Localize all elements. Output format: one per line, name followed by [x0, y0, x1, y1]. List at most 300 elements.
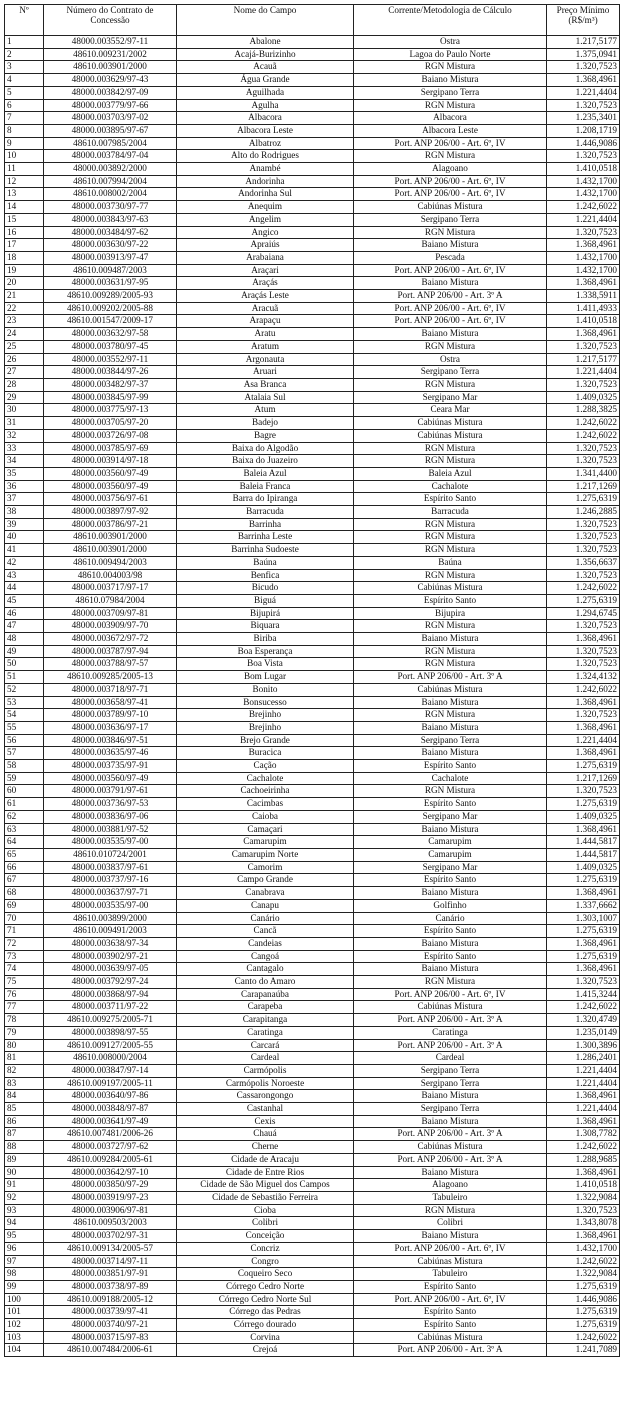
- table-row: [5, 658, 620, 671]
- contract-number-cell: 48610.001547/2009-17: [44, 315, 177, 328]
- table-row: [5, 874, 620, 887]
- field-name-cell: Congro: [177, 1255, 354, 1268]
- row-number-cell: 76: [5, 988, 44, 1001]
- header-contract: Número do Contrato de Concessão: [44, 5, 177, 36]
- stream-method-cell: RGN Mistura: [354, 99, 547, 112]
- min-price-cell: 1.320,7523: [547, 645, 620, 658]
- stream-method-cell: Sergipano Terra: [354, 366, 547, 379]
- contract-number-cell: 48000.003914/97-18: [44, 455, 177, 468]
- stream-method-cell: Bijupira: [354, 607, 547, 620]
- field-name-cell: Aguilhada: [177, 86, 354, 99]
- stream-method-cell: Cabiúnas Mistura: [354, 1001, 547, 1014]
- contract-number-cell: 48000.003630/97-22: [44, 239, 177, 252]
- contract-number-cell: 48000.003711/97-22: [44, 1001, 177, 1014]
- row-number-cell: 51: [5, 671, 44, 684]
- contract-number-cell: 48000.003897/97-92: [44, 506, 177, 519]
- stream-method-cell: Camarupim: [354, 849, 547, 862]
- stream-method-cell: Espírito Santo: [354, 925, 547, 938]
- min-price-cell: 1.343,8078: [547, 1217, 620, 1230]
- row-number-cell: 88: [5, 1141, 44, 1154]
- table-row: [5, 1319, 620, 1332]
- field-name-cell: Cidade de Aracaju: [177, 1153, 354, 1166]
- contract-number-cell: 48000.003847/97-14: [44, 1064, 177, 1077]
- row-number-cell: 96: [5, 1242, 44, 1255]
- contract-number-cell: 48610.003901/2000: [44, 61, 177, 74]
- min-price-cell: 1.375,0941: [547, 48, 620, 61]
- table-row: [5, 150, 620, 163]
- contract-number-cell: 48000.003906/97-81: [44, 1204, 177, 1217]
- contract-number-cell: 48000.003919/97-23: [44, 1191, 177, 1204]
- field-name-cell: Bonito: [177, 683, 354, 696]
- table-row: [5, 925, 620, 938]
- row-number-cell: 73: [5, 950, 44, 963]
- stream-method-cell: Sergipano Terra: [354, 213, 547, 226]
- stream-method-cell: Baiano Mistura: [354, 823, 547, 836]
- min-price-cell: 1.275,6319: [547, 1306, 620, 1319]
- stream-method-cell: Port. ANP 206/00 - Art. 6º, IV: [354, 188, 547, 201]
- table-row: [5, 1077, 620, 1090]
- row-number-cell: 2: [5, 48, 44, 61]
- min-price-cell: 1.368,4961: [547, 277, 620, 290]
- min-price-cell: 1.320,7523: [547, 620, 620, 633]
- row-number-cell: 84: [5, 1090, 44, 1103]
- contract-number-cell: 48000.003843/97-63: [44, 213, 177, 226]
- min-price-cell: 1.320,7523: [547, 226, 620, 239]
- row-number-cell: 33: [5, 442, 44, 455]
- stream-method-cell: Espírito Santo: [354, 950, 547, 963]
- stream-method-cell: Barracuda: [354, 506, 547, 519]
- min-price-cell: 1.246,2885: [547, 506, 620, 519]
- contract-number-cell: 48610.003901/2000: [44, 531, 177, 544]
- table-row: [5, 823, 620, 836]
- min-price-cell: 1.368,4961: [547, 1230, 620, 1243]
- row-number-cell: 65: [5, 849, 44, 862]
- field-name-cell: Cacimbas: [177, 798, 354, 811]
- table-row: [5, 302, 620, 315]
- table-row: [5, 772, 620, 785]
- field-name-cell: Barrinha: [177, 518, 354, 531]
- row-number-cell: 71: [5, 925, 44, 938]
- table-row: [5, 36, 620, 49]
- field-name-cell: Aracuã: [177, 302, 354, 315]
- stream-method-cell: Port. ANP 206/00 - Art. 6º, IV: [354, 988, 547, 1001]
- price-table: [4, 4, 620, 1357]
- min-price-cell: 1.221,4404: [547, 1103, 620, 1116]
- row-number-cell: 8: [5, 124, 44, 137]
- row-number-cell: 36: [5, 480, 44, 493]
- field-name-cell: Córrego das Pedras: [177, 1306, 354, 1319]
- table-row: [5, 467, 620, 480]
- field-name-cell: Cidade de São Miguel dos Campos: [177, 1179, 354, 1192]
- min-price-cell: 1.415,3244: [547, 988, 620, 1001]
- stream-method-cell: Baleia Azul: [354, 467, 547, 480]
- table-row: [5, 1204, 620, 1217]
- min-price-cell: 1.275,6319: [547, 950, 620, 963]
- field-name-cell: Aratu: [177, 328, 354, 341]
- field-name-cell: Colibri: [177, 1217, 354, 1230]
- stream-method-cell: Espírito Santo: [354, 1280, 547, 1293]
- table-row: [5, 340, 620, 353]
- min-price-cell: 1.446,9086: [547, 137, 620, 150]
- min-price-cell: 1.411,4933: [547, 302, 620, 315]
- contract-number-cell: 48000.003850/97-29: [44, 1179, 177, 1192]
- table-row: [5, 1090, 620, 1103]
- stream-method-cell: Pescada: [354, 251, 547, 264]
- stream-method-cell: Port. ANP 206/00 - Art. 6º, IV: [354, 1242, 547, 1255]
- contract-number-cell: 48000.003640/97-86: [44, 1090, 177, 1103]
- row-number-cell: 48: [5, 633, 44, 646]
- table-row: [5, 887, 620, 900]
- table-row: [5, 582, 620, 595]
- contract-number-cell: 48000.003484/97-62: [44, 226, 177, 239]
- contract-number-cell: 48000.003552/97-11: [44, 353, 177, 366]
- min-price-cell: 1.308,7782: [547, 1128, 620, 1141]
- stream-method-cell: RGN Mistura: [354, 378, 547, 391]
- field-name-cell: Albacora Leste: [177, 124, 354, 137]
- field-name-cell: Baleia Azul: [177, 467, 354, 480]
- field-name-cell: Conceição: [177, 1230, 354, 1243]
- row-number-cell: 27: [5, 366, 44, 379]
- min-price-cell: 1.242,6022: [547, 1255, 620, 1268]
- field-name-cell: Cardeal: [177, 1052, 354, 1065]
- field-name-cell: Baixa do Juazeiro: [177, 455, 354, 468]
- contract-number-cell: 48610.009134/2005-57: [44, 1242, 177, 1255]
- field-name-cell: Angelim: [177, 213, 354, 226]
- contract-number-cell: 48610.009284/2005-61: [44, 1153, 177, 1166]
- table-row: [5, 899, 620, 912]
- min-price-cell: 1.303,1007: [547, 912, 620, 925]
- contract-number-cell: 48000.003717/97-17: [44, 582, 177, 595]
- table-row: [5, 74, 620, 87]
- row-number-cell: 46: [5, 607, 44, 620]
- table-row: [5, 836, 620, 849]
- stream-method-cell: Baiano Mistura: [354, 696, 547, 709]
- table-row: [5, 912, 620, 925]
- table-row: [5, 1115, 620, 1128]
- min-price-cell: 1.368,4961: [547, 239, 620, 252]
- stream-method-cell: Alagoano: [354, 163, 547, 176]
- field-name-cell: Carapitanga: [177, 1014, 354, 1027]
- table-row: [5, 112, 620, 125]
- min-price-cell: 1.320,7523: [547, 785, 620, 798]
- row-number-cell: 80: [5, 1039, 44, 1052]
- field-name-cell: Cidade de Entre Rios: [177, 1166, 354, 1179]
- stream-method-cell: Baiano Mistura: [354, 74, 547, 87]
- stream-method-cell: RGN Mistura: [354, 620, 547, 633]
- field-name-cell: Atalaia Sul: [177, 391, 354, 404]
- row-number-cell: 9: [5, 137, 44, 150]
- min-price-cell: 1.275,6319: [547, 925, 620, 938]
- table-row: [5, 950, 620, 963]
- table-row: [5, 810, 620, 823]
- field-name-cell: Bagre: [177, 429, 354, 442]
- table-row: [5, 1153, 620, 1166]
- contract-number-cell: 48000.003632/97-58: [44, 328, 177, 341]
- row-number-cell: 35: [5, 467, 44, 480]
- field-name-cell: Coqueiro Seco: [177, 1268, 354, 1281]
- stream-method-cell: RGN Mistura: [354, 455, 547, 468]
- min-price-cell: 1.221,4404: [547, 734, 620, 747]
- field-name-cell: Cherne: [177, 1141, 354, 1154]
- row-number-cell: 98: [5, 1268, 44, 1281]
- table-row: [5, 264, 620, 277]
- contract-number-cell: 48000.003844/97-26: [44, 366, 177, 379]
- contract-number-cell: 48000.003637/97-71: [44, 887, 177, 900]
- contract-number-cell: 48000.003845/97-99: [44, 391, 177, 404]
- contract-number-cell: 48000.003629/97-43: [44, 74, 177, 87]
- row-number-cell: 3: [5, 61, 44, 74]
- min-price-cell: 1.242,6022: [547, 201, 620, 214]
- contract-number-cell: 48610.007481/2006-26: [44, 1128, 177, 1141]
- field-name-cell: Arapaçu: [177, 315, 354, 328]
- contract-number-cell: 48000.003780/97-45: [44, 340, 177, 353]
- row-number-cell: 89: [5, 1153, 44, 1166]
- field-name-cell: Boa Esperança: [177, 645, 354, 658]
- contract-number-cell: 48000.003638/97-34: [44, 937, 177, 950]
- contract-number-cell: 48610.009491/2003: [44, 925, 177, 938]
- field-name-cell: Cancã: [177, 925, 354, 938]
- table-row: [5, 976, 620, 989]
- table-body: [5, 36, 620, 1357]
- contract-number-cell: 48610.009275/2005-71: [44, 1014, 177, 1027]
- stream-method-cell: Port. ANP 206/00 - Art. 6º, IV: [354, 315, 547, 328]
- min-price-cell: 1.275,6319: [547, 1319, 620, 1332]
- min-price-cell: 1.410,0518: [547, 315, 620, 328]
- field-name-cell: Anequim: [177, 201, 354, 214]
- min-price-cell: 1.409,0325: [547, 391, 620, 404]
- table-row: [5, 734, 620, 747]
- row-number-cell: 57: [5, 747, 44, 760]
- stream-method-cell: Tabuleiro: [354, 1268, 547, 1281]
- row-number-cell: 69: [5, 899, 44, 912]
- field-name-cell: Andorinha Sul: [177, 188, 354, 201]
- contract-number-cell: 48000.003792/97-24: [44, 976, 177, 989]
- table-row: [5, 493, 620, 506]
- stream-method-cell: Sergipano Terra: [354, 1064, 547, 1077]
- stream-method-cell: RGN Mistura: [354, 442, 547, 455]
- stream-method-cell: RGN Mistura: [354, 150, 547, 163]
- row-number-cell: 101: [5, 1306, 44, 1319]
- stream-method-cell: Sergipano Terra: [354, 1077, 547, 1090]
- stream-method-cell: Port. ANP 206/00 - Art. 6º, IV: [354, 1293, 547, 1306]
- contract-number-cell: 48610.009197/2005-11: [44, 1077, 177, 1090]
- row-number-cell: 22: [5, 302, 44, 315]
- stream-method-cell: Baiano Mistura: [354, 1166, 547, 1179]
- row-number-cell: 55: [5, 721, 44, 734]
- contract-number-cell: 48000.003535/97-00: [44, 899, 177, 912]
- min-price-cell: 1.208,1719: [547, 124, 620, 137]
- field-name-cell: Córrego Cedro Norte: [177, 1280, 354, 1293]
- field-name-cell: Baúna: [177, 556, 354, 569]
- stream-method-cell: Albacora Leste: [354, 124, 547, 137]
- contract-number-cell: 48000.003736/97-53: [44, 798, 177, 811]
- stream-method-cell: Port. ANP 206/00 - Art. 3º A: [354, 671, 547, 684]
- row-number-cell: 77: [5, 1001, 44, 1014]
- row-number-cell: 92: [5, 1191, 44, 1204]
- row-number-cell: 78: [5, 1014, 44, 1027]
- table-row: [5, 696, 620, 709]
- row-number-cell: 85: [5, 1103, 44, 1116]
- stream-method-cell: Cabiúnas Mistura: [354, 1141, 547, 1154]
- field-name-cell: Aratum: [177, 340, 354, 353]
- min-price-cell: 1.368,4961: [547, 963, 620, 976]
- field-name-cell: Boa Vista: [177, 658, 354, 671]
- min-price-cell: 1.217,5177: [547, 36, 620, 49]
- contract-number-cell: 48610.009289/2005-93: [44, 290, 177, 303]
- stream-method-cell: Lagoa do Paulo Norte: [354, 48, 547, 61]
- contract-number-cell: 48000.003560/97-49: [44, 480, 177, 493]
- min-price-cell: 1.338,5911: [547, 290, 620, 303]
- min-price-cell: 1.241,7089: [547, 1344, 620, 1357]
- contract-number-cell: 48000.003788/97-57: [44, 658, 177, 671]
- stream-method-cell: Baiano Mistura: [354, 239, 547, 252]
- row-number-cell: 50: [5, 658, 44, 671]
- row-number-cell: 53: [5, 696, 44, 709]
- table-row: [5, 988, 620, 1001]
- min-price-cell: 1.275,6319: [547, 1280, 620, 1293]
- row-number-cell: 1: [5, 36, 44, 49]
- min-price-cell: 1.242,6022: [547, 683, 620, 696]
- table-row: [5, 315, 620, 328]
- table-row: [5, 709, 620, 722]
- contract-number-cell: 48000.003641/97-49: [44, 1115, 177, 1128]
- row-number-cell: 37: [5, 493, 44, 506]
- table-row: [5, 99, 620, 112]
- row-number-cell: 87: [5, 1128, 44, 1141]
- min-price-cell: 1.368,4961: [547, 328, 620, 341]
- row-number-cell: 24: [5, 328, 44, 341]
- contract-number-cell: 48000.003726/97-08: [44, 429, 177, 442]
- field-name-cell: Bijupirá: [177, 607, 354, 620]
- field-name-cell: Acauã: [177, 61, 354, 74]
- stream-method-cell: Baiano Mistura: [354, 277, 547, 290]
- min-price-cell: 1.337,6662: [547, 899, 620, 912]
- row-number-cell: 13: [5, 188, 44, 201]
- stream-method-cell: Sergipano Mar: [354, 391, 547, 404]
- min-price-cell: 1.221,4404: [547, 86, 620, 99]
- min-price-cell: 1.322,9084: [547, 1191, 620, 1204]
- table-row: [5, 163, 620, 176]
- stream-method-cell: Albacora: [354, 112, 547, 125]
- row-number-cell: 91: [5, 1179, 44, 1192]
- header-number: Nº: [5, 5, 44, 36]
- stream-method-cell: Ostra: [354, 36, 547, 49]
- stream-method-cell: Cabiúnas Mistura: [354, 1255, 547, 1268]
- min-price-cell: 1.368,4961: [547, 1166, 620, 1179]
- stream-method-cell: Espírito Santo: [354, 1306, 547, 1319]
- contract-number-cell: 48000.003787/97-94: [44, 645, 177, 658]
- field-name-cell: Arabaiana: [177, 251, 354, 264]
- stream-method-cell: RGN Mistura: [354, 709, 547, 722]
- row-number-cell: 95: [5, 1230, 44, 1243]
- table-row: [5, 1255, 620, 1268]
- field-name-cell: Camarupim: [177, 836, 354, 849]
- min-price-cell: 1.320,7523: [547, 455, 620, 468]
- stream-method-cell: Cabiúnas Mistura: [354, 201, 547, 214]
- min-price-cell: 1.221,4404: [547, 1064, 620, 1077]
- contract-number-cell: 48000.003779/97-66: [44, 99, 177, 112]
- row-number-cell: 6: [5, 99, 44, 112]
- contract-number-cell: 48610.008000/2004: [44, 1052, 177, 1065]
- table-row: [5, 61, 620, 74]
- min-price-cell: 1.410,0518: [547, 163, 620, 176]
- row-number-cell: 7: [5, 112, 44, 125]
- min-price-cell: 1.221,4404: [547, 213, 620, 226]
- table-row: [5, 480, 620, 493]
- row-number-cell: 74: [5, 963, 44, 976]
- contract-number-cell: 48000.003642/97-10: [44, 1166, 177, 1179]
- table-row: [5, 455, 620, 468]
- table-row: [5, 1280, 620, 1293]
- field-name-cell: Andorinha: [177, 175, 354, 188]
- contract-number-cell: 48610.010724/2001: [44, 849, 177, 862]
- table-row: [5, 963, 620, 976]
- table-row: [5, 391, 620, 404]
- field-name-cell: Campo Grande: [177, 874, 354, 887]
- table-row: [5, 378, 620, 391]
- min-price-cell: 1.368,4961: [547, 721, 620, 734]
- field-name-cell: Benfica: [177, 569, 354, 582]
- field-name-cell: Canto do Amaro: [177, 976, 354, 989]
- min-price-cell: 1.242,6022: [547, 1331, 620, 1344]
- table-row: [5, 556, 620, 569]
- field-name-cell: Cangoá: [177, 950, 354, 963]
- field-name-cell: Aruari: [177, 366, 354, 379]
- contract-number-cell: 48000.003705/97-20: [44, 417, 177, 430]
- min-price-cell: 1.242,6022: [547, 417, 620, 430]
- min-price-cell: 1.221,4404: [547, 1077, 620, 1090]
- row-number-cell: 23: [5, 315, 44, 328]
- contract-number-cell: 48000.003740/97-21: [44, 1319, 177, 1332]
- min-price-cell: 1.368,4961: [547, 696, 620, 709]
- row-number-cell: 18: [5, 251, 44, 264]
- contract-number-cell: 48000.003560/97-49: [44, 467, 177, 480]
- contract-number-cell: 48000.003902/97-21: [44, 950, 177, 963]
- field-name-cell: Albatroz: [177, 137, 354, 150]
- contract-number-cell: 48000.003718/97-71: [44, 683, 177, 696]
- stream-method-cell: Cachalote: [354, 480, 547, 493]
- min-price-cell: 1.320,7523: [547, 976, 620, 989]
- contract-number-cell: 48000.003848/97-87: [44, 1103, 177, 1116]
- contract-number-cell: 48000.003756/97-61: [44, 493, 177, 506]
- stream-method-cell: Port. ANP 206/00 - Art. 6º, IV: [354, 302, 547, 315]
- stream-method-cell: Golfinho: [354, 899, 547, 912]
- table-row: [5, 290, 620, 303]
- table-row: [5, 175, 620, 188]
- field-name-cell: Biguá: [177, 594, 354, 607]
- field-name-cell: Carapeba: [177, 1001, 354, 1014]
- row-number-cell: 25: [5, 340, 44, 353]
- contract-number-cell: 48610.003899/2000: [44, 912, 177, 925]
- row-number-cell: 61: [5, 798, 44, 811]
- stream-method-cell: Cabiúnas Mistura: [354, 417, 547, 430]
- min-price-cell: 1.320,7523: [547, 99, 620, 112]
- table-row: [5, 569, 620, 582]
- table-row: [5, 1128, 620, 1141]
- contract-number-cell: 48000.003552/97-11: [44, 36, 177, 49]
- field-name-cell: Araçari: [177, 264, 354, 277]
- table-row: [5, 544, 620, 557]
- field-name-cell: Carapanaúba: [177, 988, 354, 1001]
- header-field-name: Nome do Campo: [177, 5, 354, 36]
- field-name-cell: Baleia Franca: [177, 480, 354, 493]
- min-price-cell: 1.446,9086: [547, 1293, 620, 1306]
- stream-method-cell: Sergipano Mar: [354, 810, 547, 823]
- row-number-cell: 45: [5, 594, 44, 607]
- contract-number-cell: 48000.003846/97-51: [44, 734, 177, 747]
- contract-number-cell: 48000.003785/97-69: [44, 442, 177, 455]
- field-name-cell: Araçás Leste: [177, 290, 354, 303]
